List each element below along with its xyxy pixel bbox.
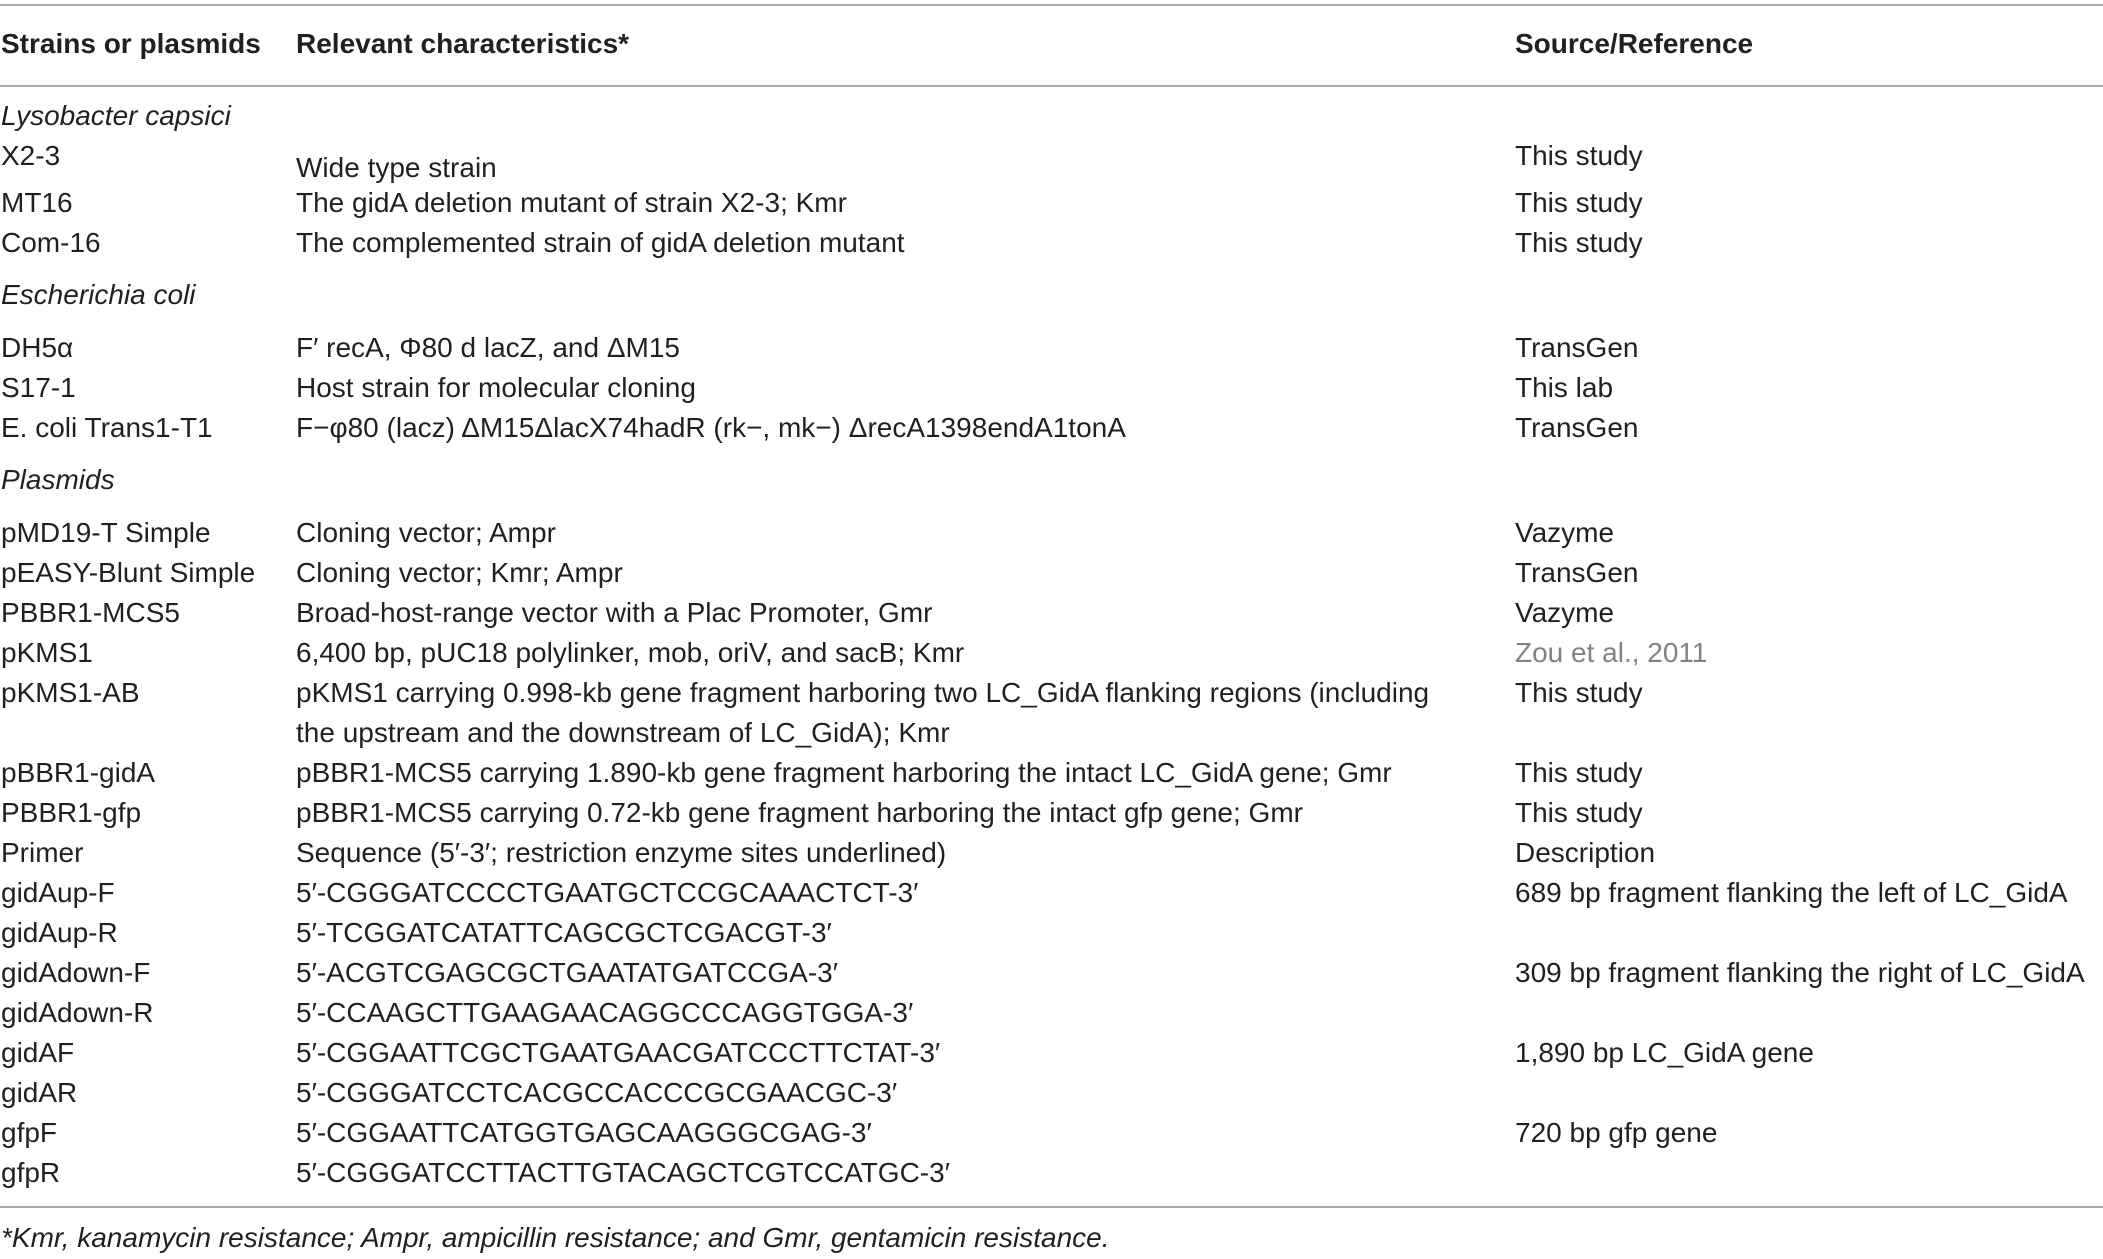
strain-or-plasmid-name: pMD19-T Simple	[1, 517, 211, 548]
source-reference: 689 bp fragment flanking the left of LC_GidA	[1515, 877, 2068, 908]
table-row	[0, 635, 2103, 675]
strain-or-plasmid-name: gfpR	[1, 1157, 61, 1188]
strain-or-plasmid-name: Primer	[1, 837, 84, 868]
relevant-characteristics: 5′-CGGAATTCGCTGAATGAACGATCCCTTCTAT-3′	[296, 1037, 941, 1068]
table-row	[0, 225, 2103, 265]
relevant-characteristics: Broad-host-range vector with a Plac Promoter, Gmr	[296, 597, 933, 628]
table-row	[0, 1075, 2103, 1115]
strain-or-plasmid-name: pEASY-Blunt Simple	[1, 557, 256, 588]
relevant-characteristics: 5′-TCGGATCATATTCAGCGCTCGACGT-3′	[296, 917, 832, 948]
section-label: Plasmids	[1, 464, 115, 495]
source-reference: This study	[1515, 797, 1643, 828]
source-reference: 720 bp gfp gene	[1515, 1117, 1718, 1148]
strain-or-plasmid-name: PBBR1-gfp	[1, 797, 142, 828]
table-row	[0, 370, 2103, 410]
table-top-rule	[0, 4, 2103, 6]
relevant-characteristics: 5′-ACGTCGAGCGCTGAATATGATCCGA-3′	[296, 957, 839, 988]
table-row	[0, 875, 2103, 915]
source-reference: TransGen	[1515, 332, 1639, 363]
strain-or-plasmid-name: pKMS1	[1, 637, 93, 668]
source-reference: TransGen	[1515, 557, 1639, 588]
table-row	[0, 185, 2103, 225]
table-row	[0, 138, 2103, 183]
header-strains-or-plasmids: Strains or plasmids	[1, 28, 261, 59]
relevant-characteristics: Sequence (5′-3′; restriction enzyme sites underlined)	[296, 837, 947, 868]
table-footnote: *Kmr, kanamycin resistance; Ampr, ampicillin resistance; and Gmr, gentamicin resistance.	[1, 1222, 1110, 1253]
table-row	[0, 995, 2103, 1035]
table-row-continuation	[0, 715, 2103, 755]
source-reference: Description	[1515, 837, 1656, 868]
strain-or-plasmid-name: PBBR1-MCS5	[1, 597, 180, 628]
table-row	[0, 1115, 2103, 1155]
table-row	[0, 955, 2103, 995]
section-row	[0, 98, 2103, 138]
relevant-characteristics: pKMS1 carrying 0.998-kb gene fragment harboring two LC_GidA flanking regions (including	[296, 677, 1430, 708]
section-row	[0, 277, 2103, 317]
strain-or-plasmid-name: X2-3	[1, 140, 61, 171]
section-label: Escherichia coli	[1, 279, 196, 310]
table-row	[0, 835, 2103, 875]
relevant-characteristics: pBBR1-MCS5 carrying 0.72-kb gene fragment harboring the intact gfp gene; Gmr	[296, 797, 1303, 828]
strain-or-plasmid-name: gidAdown-R	[1, 997, 154, 1028]
source-reference: This study	[1515, 140, 1643, 171]
table-row	[0, 515, 2103, 555]
source-reference: TransGen	[1515, 412, 1639, 443]
strain-or-plasmid-name: pKMS1-AB	[1, 677, 140, 708]
table-row	[0, 675, 2103, 715]
table-row	[0, 555, 2103, 595]
source-reference: Vazyme	[1515, 517, 1615, 548]
strain-or-plasmid-name: MT16	[1, 187, 73, 218]
source-reference: This lab	[1515, 372, 1614, 403]
section-row	[0, 462, 2103, 502]
table-row	[0, 1155, 2103, 1195]
relevant-characteristics: pBBR1-MCS5 carrying 1.890-kb gene fragment harboring the intact LC_GidA gene; Gmr	[296, 757, 1392, 788]
source-reference: 309 bp fragment flanking the right of LC_GidA	[1515, 957, 2085, 988]
relevant-characteristics: 5′-CCAAGCTTGAAGAACAGGCCCAGGTGGA-3′	[296, 997, 914, 1028]
strain-or-plasmid-name: gidAdown-F	[1, 957, 151, 988]
relevant-characteristics: The complemented strain of gidA deletion mutant	[296, 227, 905, 258]
strain-or-plasmid-name: gfpF	[1, 1117, 58, 1148]
relevant-characteristics: Wide type strain	[296, 152, 497, 183]
strain-or-plasmid-name: gidAup-R	[1, 917, 118, 948]
source-reference: This study	[1515, 757, 1643, 788]
relevant-characteristics: 5′-CGGGATCCTCACGCCACCCGCGAACGC-3′	[296, 1077, 898, 1108]
relevant-characteristics: Cloning vector; Ampr	[296, 517, 556, 548]
strain-or-plasmid-name: gidAR	[1, 1077, 78, 1108]
relevant-characteristics: The gidA deletion mutant of strain X2-3; Kmr	[296, 187, 847, 218]
table-row	[0, 595, 2103, 635]
table-header-rule	[0, 85, 2103, 87]
relevant-characteristics: 5′-CGGGATCCTTACTTGTACAGCTCGTCCATGC-3′	[296, 1157, 950, 1188]
source-reference: This study	[1515, 187, 1643, 218]
strain-or-plasmid-name: gidAup-F	[1, 877, 115, 908]
relevant-characteristics: 5′-CGGGATCCCCTGAATGCTCCGCAAACTCT-3′	[296, 877, 919, 908]
table-row	[0, 410, 2103, 450]
strain-or-plasmid-name: E. coli Trans1-T1	[1, 412, 213, 443]
header-relevant-characteristics: Relevant characteristics*	[296, 28, 630, 59]
relevant-characteristics: 6,400 bp, pUC18 polylinker, mob, oriV, and sacB; Kmr	[296, 637, 965, 668]
table-row	[0, 795, 2103, 835]
source-reference[interactable]: Zou et al., 2011	[1515, 637, 1708, 668]
strain-or-plasmid-name: S17-1	[1, 372, 76, 403]
table-row	[0, 330, 2103, 370]
table-row	[0, 915, 2103, 955]
strain-or-plasmid-name: pBBR1-gidA	[1, 757, 156, 788]
source-reference: This study	[1515, 227, 1643, 258]
strain-or-plasmid-name: Com-16	[1, 227, 101, 258]
relevant-characteristics: 5′-CGGAATTCATGGTGAGCAAGGGCGAG-3′	[296, 1117, 872, 1148]
table-row	[0, 755, 2103, 795]
table-bottom-rule	[0, 1206, 2103, 1208]
relevant-characteristics: the upstream and the downstream of LC_GidA); Kmr	[296, 717, 950, 748]
source-reference: Vazyme	[1515, 597, 1615, 628]
source-reference: This study	[1515, 677, 1643, 708]
relevant-characteristics: Cloning vector; Kmr; Ampr	[296, 557, 623, 588]
relevant-characteristics: F−φ80 (lacz) ΔM15ΔlacX74hadR (rk−, mk−) ΔrecA1398endA1tonA	[296, 412, 1126, 443]
strain-or-plasmid-name: gidAF	[1, 1037, 75, 1068]
section-label: Lysobacter capsici	[1, 100, 231, 131]
header-source-reference: Source/Reference	[1515, 28, 1754, 59]
table-row	[0, 1035, 2103, 1075]
source-reference: 1,890 bp LC_GidA gene	[1515, 1037, 1814, 1068]
relevant-characteristics: Host strain for molecular cloning	[296, 372, 696, 403]
strain-or-plasmid-name: DH5α	[1, 332, 74, 363]
relevant-characteristics: F′ recA, Φ80 d lacZ, and ΔM15	[296, 332, 681, 363]
